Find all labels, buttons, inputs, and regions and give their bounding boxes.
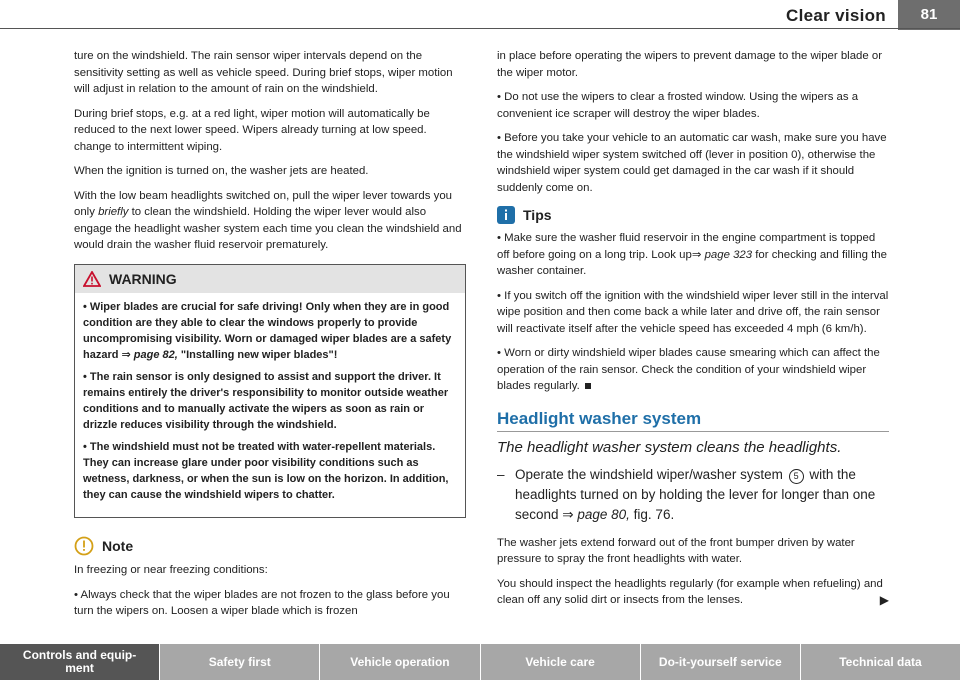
warning-triangle-icon: [83, 271, 101, 287]
left-column: [74, 48, 466, 628]
note-bullet: • Always check that the wiper blades are not frozen to the glass before you turn the wipers on. Loosen a wiper blade which is frozen: [74, 587, 466, 620]
warning-bullet: • The rain sensor is only designed to assist and support the driver. It remains entirely the driver's responsibility to monitor outside weather conditions and to manually activate the wipers as soon as rain or drizzle reduces visibility through the windshield.: [83, 369, 457, 433]
warning-heading: [75, 265, 465, 294]
tab-do-it-yourself-service[interactable]: Do-it-yourself service: [641, 644, 801, 680]
note-circle-icon: [74, 536, 94, 556]
warning-bullet: • The windshield must not be treated with water-repellent materials. They can increase glare under poor visibility conditions such as wetness, darkness, or when the sun is low on the horizon. In addition, they can cause the windshield wipers to chatter.: [83, 439, 457, 503]
tips-bullet: • Worn or dirty windshield wiper blades cause smearing which can affect the operation of the rain sensor. Check the condition of your windshield wiper blades regularly.: [497, 345, 889, 395]
callout-number: 5: [789, 469, 804, 484]
paragraph: In freezing or near freezing conditions:: [74, 564, 268, 576]
bullet: • Before you take your vehicle to an automatic car wash, make sure you have the windshield wiper system switched off (lever in position 0), otherwise the windshield wiper system could get damaged in the car wash if it should suddenly come on.: [497, 130, 889, 196]
tab-vehicle-operation[interactable]: Vehicle operation: [320, 644, 480, 680]
section-subtitle: The headlight washer system cleans the headlights.: [497, 439, 842, 456]
end-mark-icon: [585, 383, 591, 389]
continue-arrow-icon: ▶: [879, 593, 889, 607]
page-header: [0, 0, 960, 30]
tab-vehicle-care[interactable]: Vehicle care: [481, 644, 641, 680]
warning-bullet: • Wiper blades are crucial for safe driving! Only when they are in good condition are they able to clear the windows properly to provide uncompromising visibility. Worn or damaged wiper blades are a safety hazard ⇒ page 82, "Installing new wiper blades"!: [83, 299, 457, 363]
tips-bullet: • If you switch off the ignition with the windshield wiper lever still in the interval wipe position and then come back a while later and drive off, the rain sensor will reactivate itself after the vehicle speed has exceeded 4 mph (6 km/h).: [497, 288, 889, 338]
section-heading: Headlight washer system: [497, 411, 889, 433]
warning-body: [75, 293, 465, 517]
right-column: [497, 48, 889, 617]
tips-title: Tips: [523, 206, 552, 223]
header-rule: [0, 28, 960, 29]
tab-controls-and-equipment[interactable]: Controls and equip- ment: [0, 644, 160, 680]
bullet: • Do not use the wipers to clear a frosted window. Using the wipers as a convenient ice scraper will destroy the wiper blades.: [497, 89, 889, 122]
paragraph: The washer jets extend forward out of the front bumper driven by water pressure to spray the front headlights with water.: [497, 536, 855, 565]
step-dash: –: [497, 466, 505, 482]
tab-technical-data[interactable]: Technical data: [801, 644, 960, 680]
warning-box: [74, 264, 466, 519]
warning-title: WARNING: [109, 270, 177, 287]
instruction-step: – Operate the windshield wiper/washer system 5 with the headlights turned on by holding the lever for longer than one second ⇒ page 80, fig. 76.: [497, 465, 889, 525]
section-title: Clear vision: [786, 6, 886, 25]
tab-safety-first[interactable]: Safety first: [160, 644, 320, 680]
info-icon: [497, 206, 515, 224]
tips-bullet: • Make sure the washer fluid reservoir in the engine compartment is topped off before going on a long trip. Look up⇒ page 323 for checking and filling the washer container.: [497, 230, 889, 280]
footer-tabs: [0, 644, 960, 680]
page-number: 81: [898, 0, 960, 30]
tips-heading: [497, 206, 889, 224]
paragraph: When the ignition is turned on, the washer jets are heated.: [74, 165, 369, 177]
paragraph: You should inspect the headlights regularly (for example when refueling) and clean off any solid dirt or insects from the lenses. ▶: [497, 577, 889, 607]
paragraph: in place before operating the wipers to prevent damage to the wiper blade or the wiper motor.: [497, 50, 882, 79]
note-heading: [74, 536, 466, 556]
paragraph: ture on the windshield. The rain sensor wiper intervals depend on the sensitivity setting as well as vehicle speed. During brief stops, wiper motion will adjust in relation to the amount of rain on the windshield.: [74, 50, 453, 95]
note-title: Note: [102, 537, 134, 554]
paragraph: With the low beam headlights switched on, pull the wiper lever towards you only briefly to clean the windshield. Holding the wiper lever would also engage the headlight washer system each time you clean the windshield and would drain the washer fluid reservoir prematurely.: [74, 189, 462, 251]
paragraph: During brief stops, e.g. at a red light, wiper motion will automatically be reduced to the next lower speed. Wipers already turning at low speed. change to intermittent wiping.: [74, 107, 430, 153]
